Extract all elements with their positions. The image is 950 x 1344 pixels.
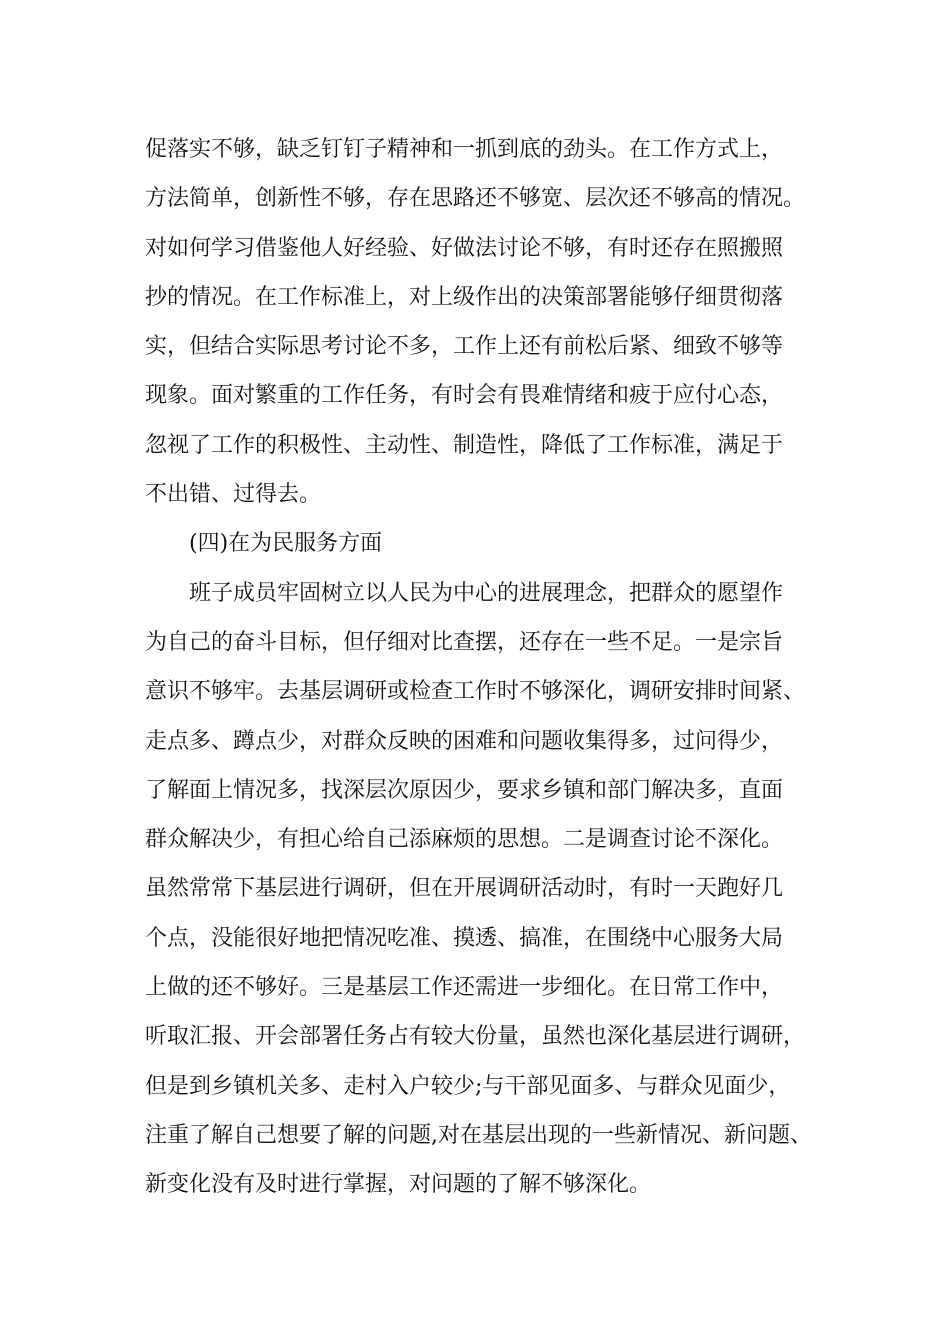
text-line: 意识不够牢。去基层调研或检查工作时不够深化，调研安排时间紧、 [145,679,806,705]
document-body [145,125,835,1210]
text-line: 听取汇报、开会部署任务占有较大份量，虽然也深化基层进行调研， [145,1024,806,1050]
text-line: 个点，没能很好地把情况吃准、摸透、搞准，在围绕中心服务大局 [145,925,784,951]
text-line: 方法简单，创新性不够，存在思路还不够宽、层次还不够高的情况。 [145,186,806,212]
text-line: 群众解决少，有担心给自己添麻烦的思想。二是调查讨论不深化。 [145,827,784,853]
text-line: 但是到乡镇机关多、走村入户较少;与干部见面多、与群众见面少， [145,1073,791,1099]
text-line: 不出错、过得去。 [145,482,322,508]
text-line: 走点多、蹲点少，对群众反映的困难和问题收集得多，过问得少， [145,728,784,754]
paragraph-start-line: (四)在为民服务方面 [189,531,383,557]
text-line: 对如何学习借鉴他人好经验、好做法讨论不够，有时还存在照搬照 [145,235,784,261]
text-line: 虽然常常下基层进行调研，但在开展调研活动时，有时一天跑好几 [145,876,784,902]
text-line: 为自己的奋斗目标，但仔细对比查摆，还存在一些不足。一是宗旨 [145,629,784,655]
text-line: 抄的情况。在工作标准上，对上级作出的决策部署能够仔细贯彻落 [145,284,784,310]
text-line: 注重了解自己想要了解的问题,对在基层出现的一些新情况、新问题、 [145,1122,812,1148]
text-line: 现象。面对繁重的工作任务，有时会有畏难情绪和疲于应付心态， [145,383,784,409]
text-line: 实，但结合实际思考讨论不多，工作上还有前松后紧、细致不够等 [145,334,784,360]
text-line: 上做的还不够好。三是基层工作还需进一步细化。在日常工作中， [145,975,784,1001]
text-line: 了解面上情况多，找深层次原因少，要求乡镇和部门解决多，直面 [145,777,784,803]
text-line: 促落实不够，缺乏钉钉子精神和一抓到底的劲头。在工作方式上， [145,137,784,162]
text-line: 新变化没有及时进行掌握，对问题的了解不够深化。 [145,1172,652,1198]
paragraph-start-line: 班子成员牢固树立以人民为中心的进展理念，把群众的愿望作 [189,580,784,606]
text-line: 忽视了工作的积极性、主动性、制造性，降低了工作标准，满足于 [145,432,784,458]
